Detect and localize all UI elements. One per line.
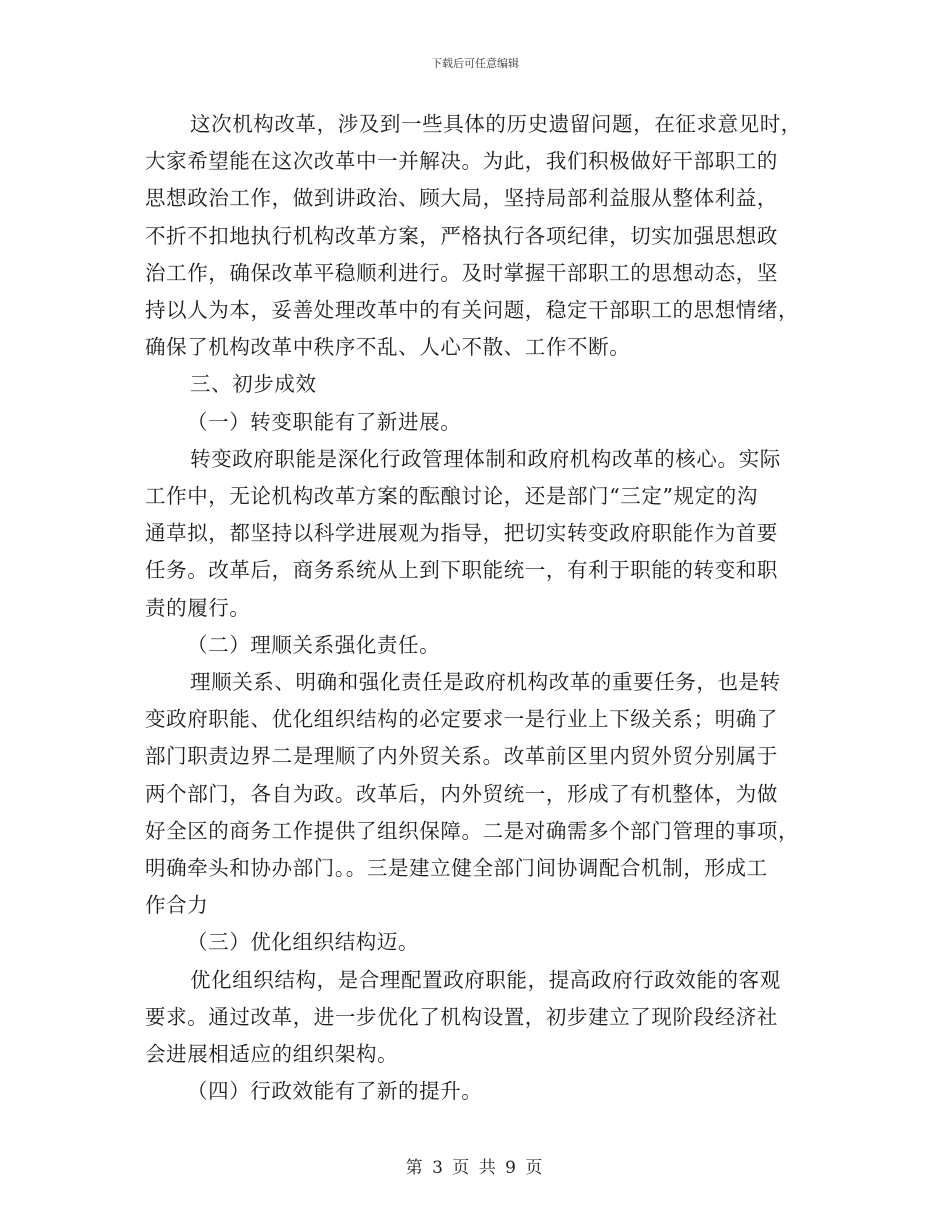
paragraph-function-transformation <box>145 441 807 627</box>
page-header: 下载后可任意编辑 <box>431 57 519 70</box>
text-line: 要求。通过改革，进一步优化了机构设置，初步建立了现阶段经济社 <box>145 1004 778 1029</box>
text-line: 部门职责边界二是理顺了内外贸关系。改革前区里内贸外贸分别属于 <box>145 744 778 769</box>
section-heading <box>145 366 807 403</box>
text-line: 工作中，无论机构改革方案的酝酿讨论，还是部门“三定”规定的沟 <box>145 484 758 509</box>
subheading-4 <box>145 1073 807 1110</box>
heading-text: 三、初步成效 <box>190 372 317 397</box>
document-body <box>145 106 807 1110</box>
text-line: 好全区的商务工作提供了组织保障。二是对确需多个部门管理的事项， <box>145 818 800 843</box>
subheading-text: （一）转变职能有了新进展。 <box>187 409 462 434</box>
text-line: 优化组织结构，是合理配置政府职能，提高政府行政效能的客观 <box>190 967 781 992</box>
paragraph-structure <box>145 962 807 1074</box>
text-line: 不折不扣地执行机构改革方案，严格执行各项纪律，切实加强思想政 <box>145 223 778 248</box>
subheading-2 <box>145 627 807 664</box>
text-line: 通草拟，都坚持以科学进展观为指导，把切实转变政府职能作为首要 <box>145 521 778 546</box>
text-line: 明确牵头和协办部门。。三是建立健全部门间协调配合机制，形成工 <box>145 856 768 881</box>
page-footer: 第 3 页 共 9 页 <box>405 1158 545 1178</box>
text-line: 理顺关系、明确和强化责任是政府机构改革的重要任务，也是转 <box>190 670 781 695</box>
subheading-1 <box>145 404 807 441</box>
subheading-text: （三）优化组织结构迈。 <box>187 930 420 955</box>
text-line: 持以人为本，妥善处理改革中的有关问题，稳定干部职工的思想情绪， <box>145 298 800 323</box>
text-line: 会进展相适应的组织架构。 <box>145 1042 399 1067</box>
paragraph-relations <box>145 664 807 924</box>
subheading-text: （四）行政效能有了新的提升。 <box>187 1079 483 1104</box>
text-line: 责的履行。 <box>145 595 251 620</box>
text-line: 转变政府职能是深化行政管理体制和政府机构改革的核心。实际 <box>190 446 781 471</box>
text-line: 思想政治工作，做到讲政治、顾大局，坚持局部利益服从整体利益， <box>145 186 778 211</box>
text-line: 任务。改革后，商务系统从上到下职能统一，有利于职能的转变和职 <box>145 558 778 583</box>
text-line: 这次机构改革，涉及到一些具体的历史遗留问题，在征求意见时， <box>190 112 802 136</box>
text-line: 确保了机构改革中秩序不乱、人心不散、工作不断。 <box>145 335 631 360</box>
text-line: 治工作，确保改革平稳顺利进行。及时掌握干部职工的思想动态，坚 <box>145 260 778 285</box>
paragraph-reform-ideology <box>145 106 807 366</box>
text-line: 变政府职能、优化组织结构的必定要求一是行业上下级关系；明确了 <box>145 707 778 732</box>
text-line: 作合力 <box>145 893 209 918</box>
subheading-text: （二）理顺关系强化责任。 <box>187 632 441 657</box>
text-line: 大家希望能在这次改革中一并解决。为此，我们积极做好干部职工的 <box>145 149 778 174</box>
subheading-3 <box>145 924 807 961</box>
text-line: 两个部门，各自为政。改革后，内外贸统一，形成了有机整体，为做 <box>145 781 778 806</box>
